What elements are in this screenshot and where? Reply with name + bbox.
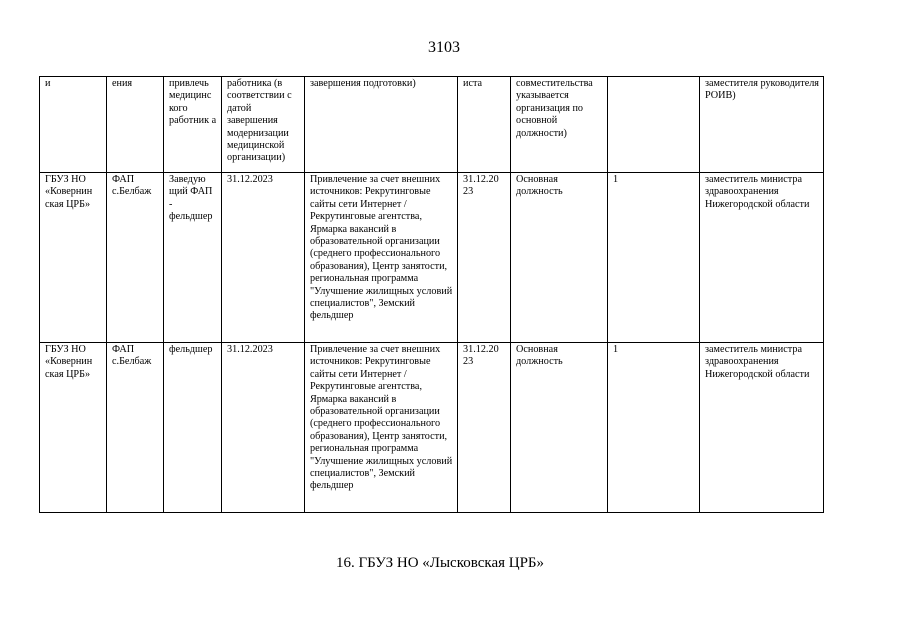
table-cell: Привлечение за счет внешних источников: Рекрутинговые сайты сети Интернет / Рекрутинговые агентства, Ярмарка вакансий в образовательной организации (среднего профессионального образования), Центр занятости, региональная программа "Улучшение жилищных условий специалистов", Земский фельдшер [305,343,458,513]
table-row [40,173,824,343]
table-cell: фельдшер [164,343,222,513]
header-cell: иста [458,77,511,173]
header-cell: совместительства указывается организация по основной должности) [511,77,608,173]
table-cell: Привлечение за счет внешних источников: Рекрутинговые сайты сети Интернет / Рекрутинговые агентства, Ярмарка вакансий в образовательной организации (среднего профессионального образования), Центр занятости, региональная программа "Улучшение жилищных условий специалистов", Земский фельдшер [305,173,458,343]
table-cell: Основная должность [511,173,608,343]
header-cell: ения [107,77,164,173]
header-cell: привлечь медицинс кого работник а [164,77,222,173]
table-cell: ГБУЗ НО «Ковернин ская ЦРБ» [40,173,107,343]
table-cell: заместитель министра здравоохранения Нижегородской области [700,343,824,513]
table-cell: ГБУЗ НО «Ковернин ская ЦРБ» [40,343,107,513]
table-cell: 31.12.20 23 [458,343,511,513]
header-cell: заместителя руководителя РОИВ) [700,77,824,173]
table-cell: 31.12.2023 [222,343,305,513]
table-cell: ФАП с.Белбаж [107,173,164,343]
table-header-row [40,77,824,173]
table-cell: 1 [608,173,700,343]
section-title: 16. ГБУЗ НО «Лысковская ЦРБ» [335,555,545,571]
staffing-table [39,76,824,513]
page-number: 3103 [428,39,460,56]
header-cell [608,77,700,173]
table-cell: 31.12.2023 [222,173,305,343]
table-cell: заместитель министра здравоохранения Нижегородской области [700,173,824,343]
table-row [40,343,824,513]
table-cell: Основная должность [511,343,608,513]
table-cell: Заведую щий ФАП - фельдшер [164,173,222,343]
header-cell: и [40,77,107,173]
header-cell: работника (в соответствии с датой завершения модернизации медицинской организации) [222,77,305,173]
table-cell: ФАП с.Белбаж [107,343,164,513]
table-cell: 1 [608,343,700,513]
header-cell: завершения подготовки) [305,77,458,173]
table-cell: 31.12.20 23 [458,173,511,343]
